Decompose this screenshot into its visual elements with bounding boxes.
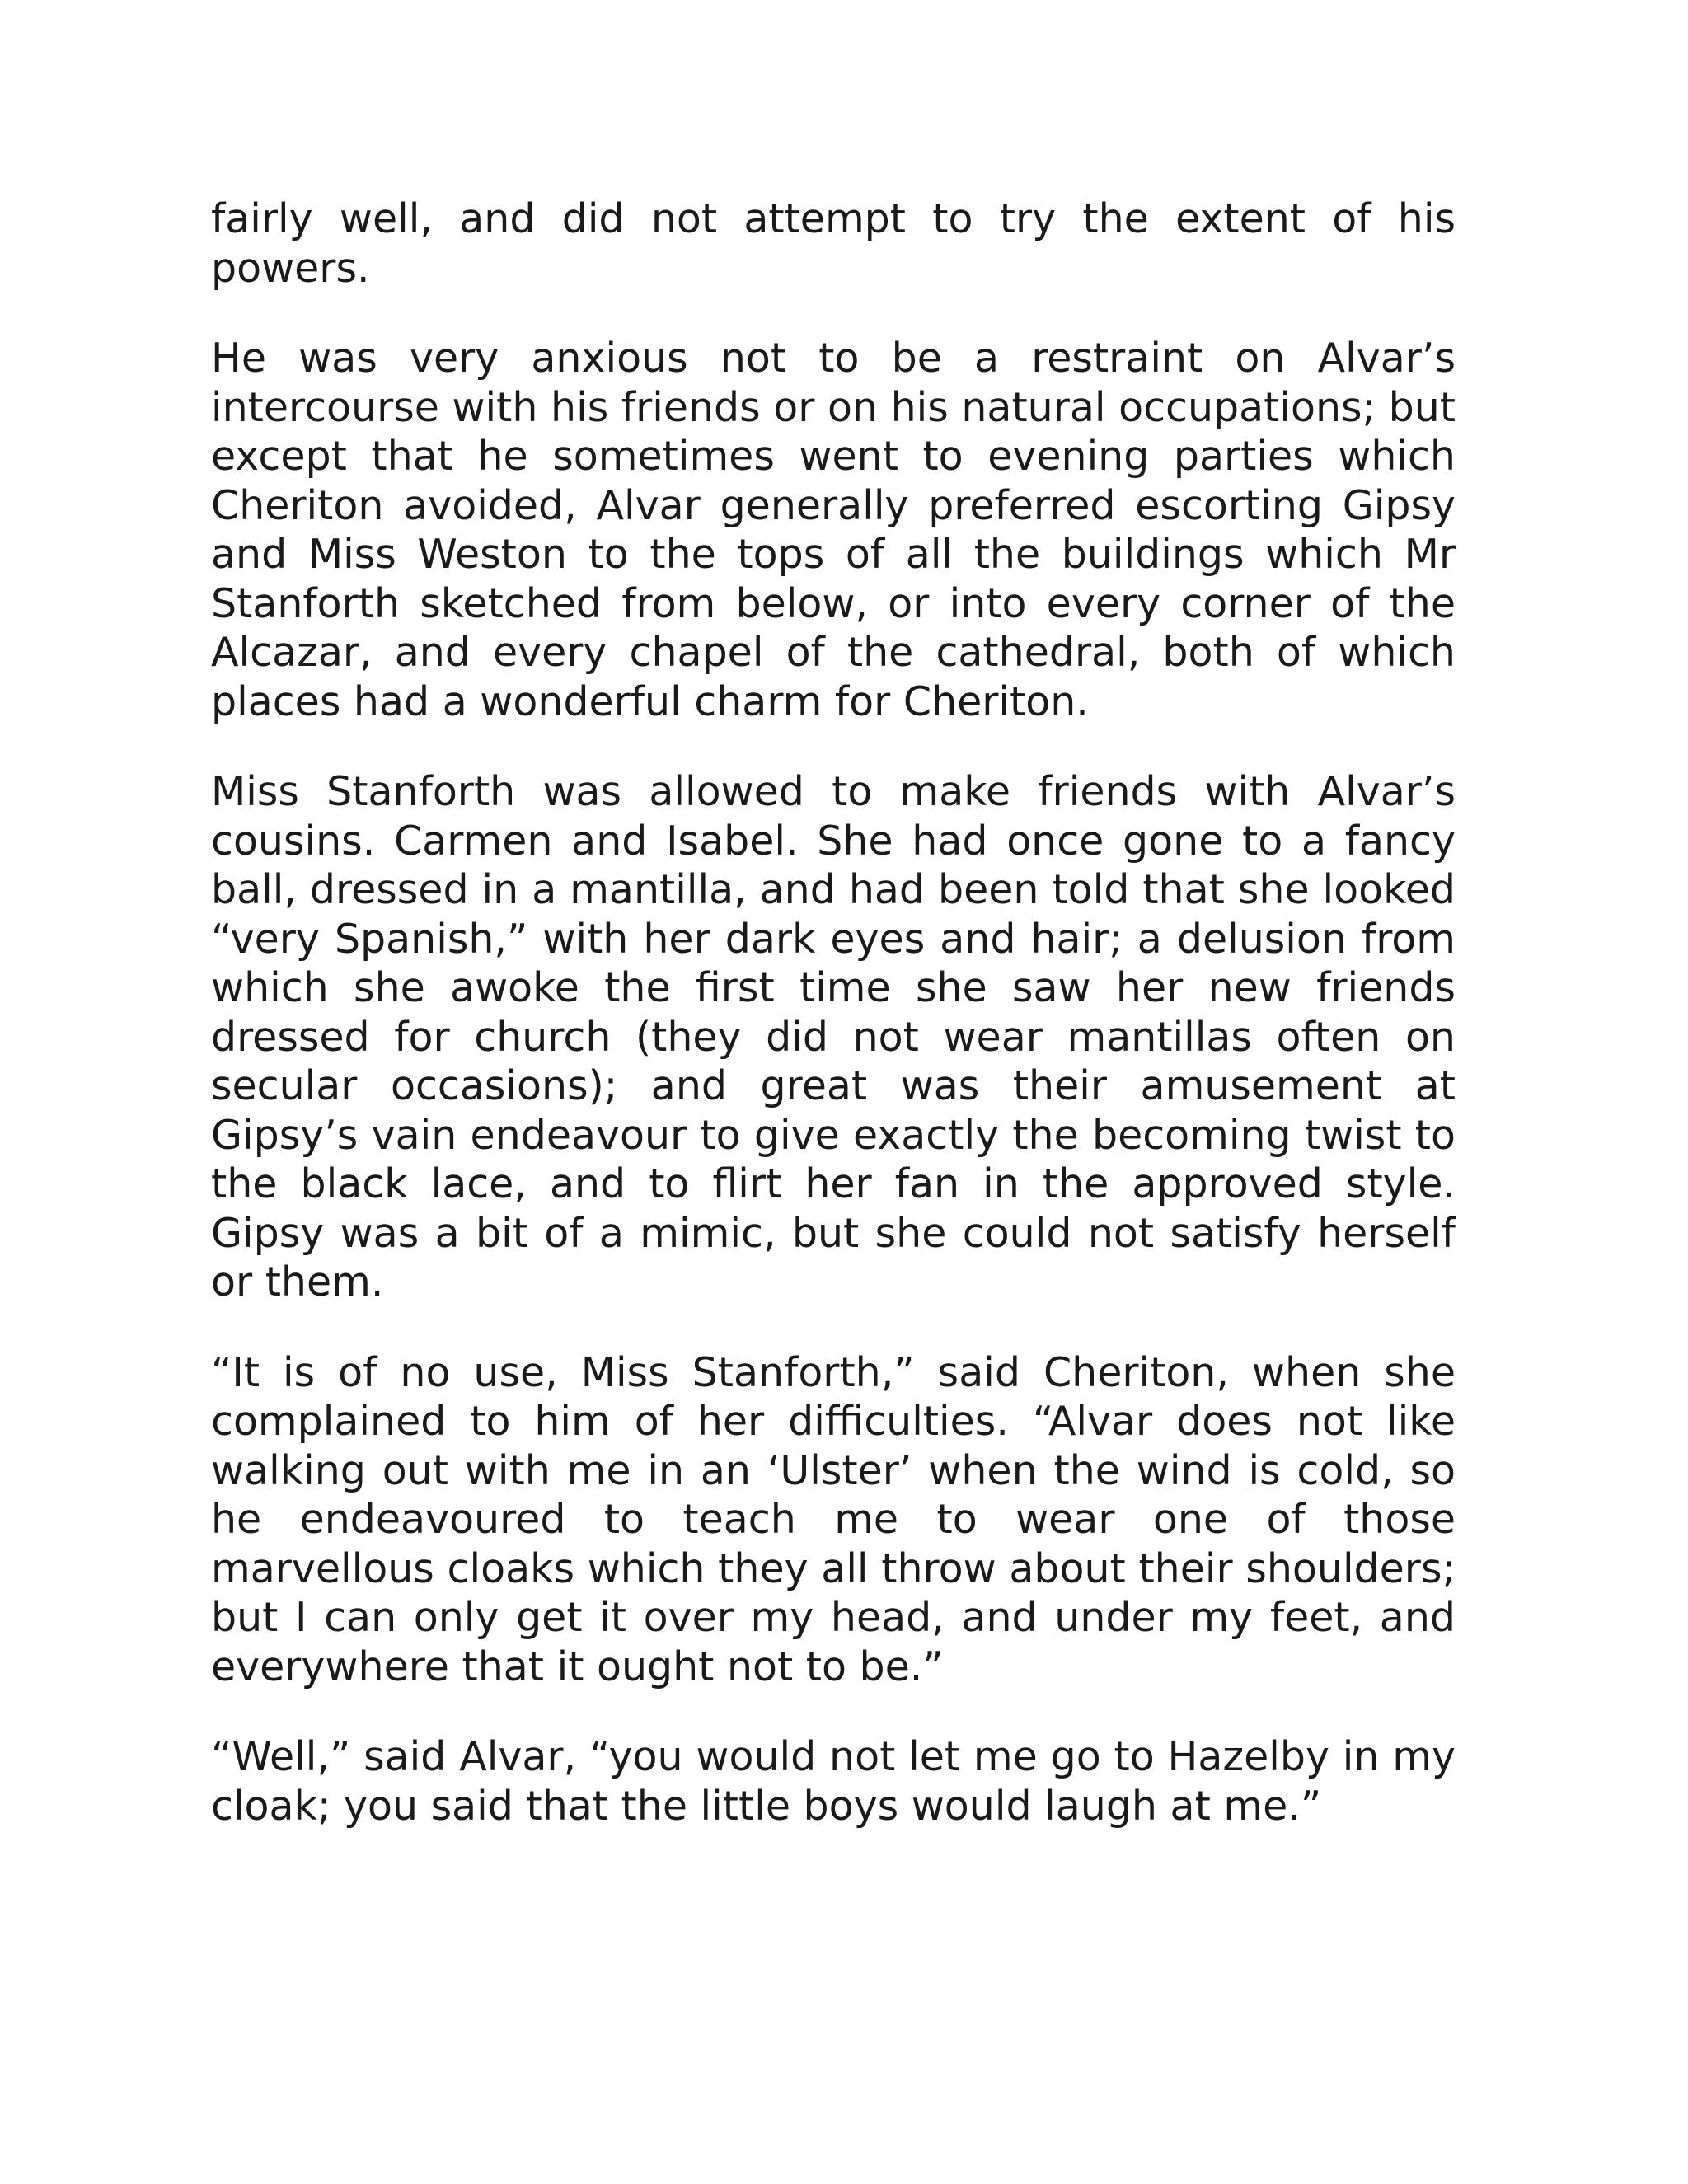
page-body (211, 194, 1456, 1872)
paragraph-2: He was very anxious not to be a restraint on Alvar’s intercourse with his friends or on his natural occupations; but except that he sometimes went to evening parties which Cheriton avoided, Alvar generally preferred escorting Gipsy and Miss Weston to the tops of all the buildings which Mr Stanforth sketched from below, or into every corner of the Alcazar, and every chapel of the cathedral, both of which places had a wonderful charm for Cheriton. (211, 335, 1456, 725)
paragraph-5: “Well,” said Alvar, “you would not let me go to Hazelby in my cloak; you said that the little boys would laugh at me.” (211, 1733, 1456, 1830)
paragraph-1: fairly well, and did not attempt to try the extent of his powers. (211, 195, 1456, 292)
paragraph-3: Miss Stanforth was allowed to make friends with Alvar’s cousins. Carmen and Isabel. She had once gone to a fancy ball, dressed in a mantilla, and had been told that she looked “very Spanish,” with her dark eyes and hair; a delusion from which she awoke the first time she saw her new friends dressed for church (they did not wear mantillas often on secular occasions); and great was their amusement at Gipsy’s vain endeavour to give exactly the becoming twist to the black lace, and to flirt her fan in the approved style. Gipsy was a bit of a mimic, but she could not satisfy herself or them. (211, 768, 1456, 1305)
paragraph-4: “It is of no use, Miss Stanforth,” said Cheriton, when she complained to him of her difficulties. “Alvar does not like walking out with me in an ‘Ulster’ when the wind is cold, so he endeavoured to teach me to wear one of those marvellous cloaks which they all throw about their shoulders; but I can only get it over my head, and under my feet, and everywhere that it ought not to be.” (211, 1348, 1456, 1690)
